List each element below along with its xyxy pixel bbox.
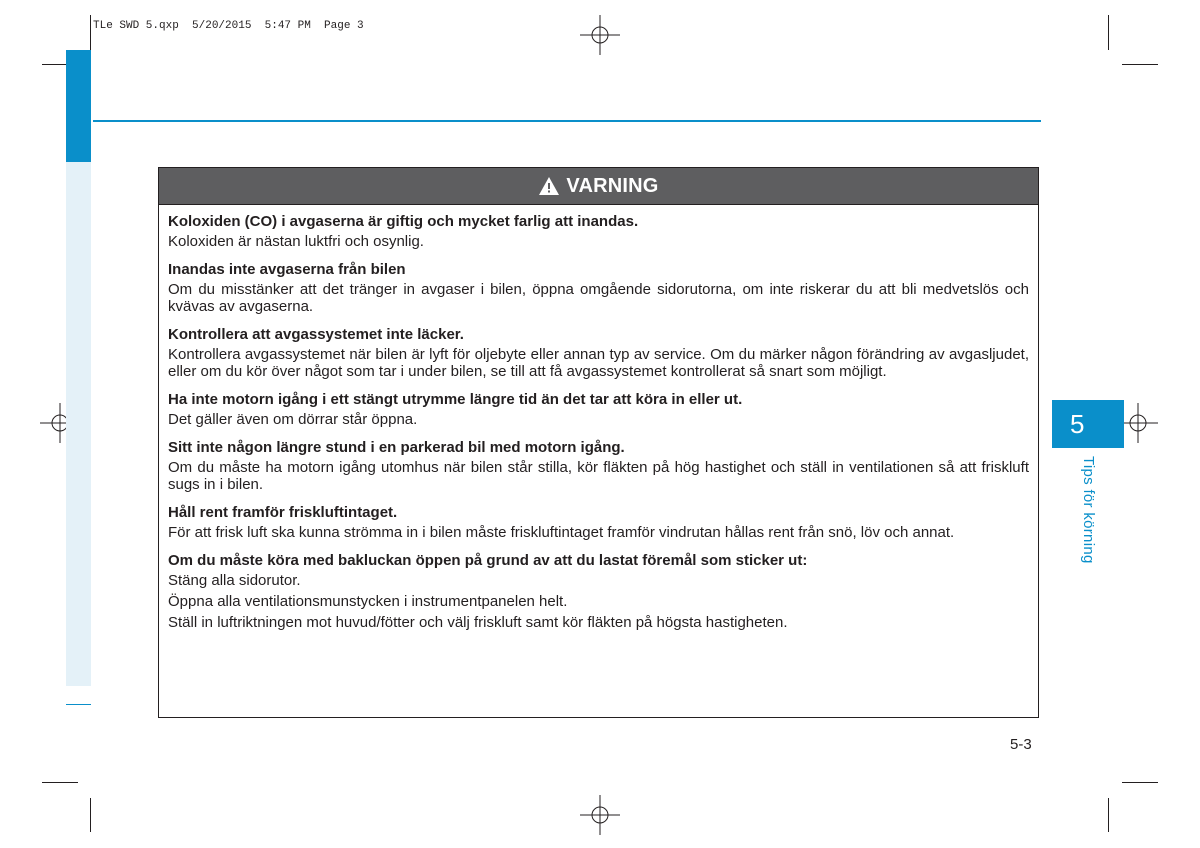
crop-mark [1108, 15, 1109, 50]
section-heading: Koloxiden (CO) i avgaserna är giftig och mycket farlig att inandas. [168, 213, 639, 230]
left-edge-bar [66, 50, 91, 162]
section-paragraph: Stäng alla sidorutor. [168, 572, 301, 589]
top-rule [93, 120, 1041, 122]
section-paragraph: Om du misstänker att det tränger in avgaser i bilen, öppna omgående sidorutorna, om inte riskerar du att bli medvetslös och kvävas av avgaserna. [168, 281, 1029, 315]
warning-header [159, 168, 1038, 205]
registration-mark-icon [580, 15, 620, 55]
chapter-number: 5 [1070, 408, 1085, 439]
section-paragraph: Ställ in luftriktningen mot huvud/fötter och välj friskluft samt kör fläkten på högsta hastigheten. [168, 614, 788, 631]
chapter-label: Tips för körning [1080, 456, 1097, 564]
registration-mark-icon [580, 795, 620, 835]
section-paragraph: Om du måste ha motorn igång utomhus när bilen står stilla, kör fläkten på hög hastighet och ställ in ventilationen så att friskluft sugs in i bilen. [168, 459, 1029, 493]
warning-box [158, 167, 1039, 718]
crop-mark [1108, 798, 1109, 832]
warning-section [168, 261, 1029, 315]
section-heading: Kontrollera att avgassystemet inte läcker. [168, 326, 464, 343]
section-paragraph: Det gäller även om dörrar står öppna. [168, 411, 418, 428]
crop-mark [1122, 64, 1158, 65]
section-heading: Sitt inte någon längre stund i en parkerad bil med motorn igång. [168, 439, 625, 456]
warning-section [168, 439, 1029, 493]
warning-body [159, 205, 1038, 631]
crop-mark [90, 798, 91, 832]
crop-mark [1122, 782, 1158, 783]
crop-mark [90, 15, 91, 50]
warning-section [168, 326, 1029, 380]
section-paragraph: Kontrollera avgassystemet när bilen är lyft för oljebyte eller annan typ av service. Om du märker någon förändring av avgasljudet, eller om du kör över något som tar i under bilen, se till att få avgassystemet kontrollerat så snart som möjligt. [168, 346, 1029, 380]
section-heading: Ha inte motorn igång i ett stängt utrymme längre tid än det tar att köra in eller ut. [168, 391, 743, 408]
crop-mark [42, 782, 78, 783]
page-number: 5-3 [1010, 736, 1032, 753]
warning-section [168, 504, 1029, 541]
section-paragraph: Öppna alla ventilationsmunstycken i instrumentpanelen helt. [168, 593, 568, 610]
warning-triangle-icon [538, 176, 560, 196]
section-paragraph: Koloxiden är nästan luktfri och osynlig. [168, 233, 424, 250]
warning-section [168, 552, 1029, 631]
warning-section [168, 213, 1029, 250]
section-paragraph: För att frisk luft ska kunna strömma in i bilen måste friskluftintaget framför vindrutan hållas rent från snö, löv och annat. [168, 524, 955, 541]
left-edge-band [66, 162, 91, 686]
warning-section [168, 391, 1029, 428]
section-heading: Håll rent framför friskluftintaget. [168, 504, 398, 521]
section-heading: Om du måste köra med bakluckan öppen på grund av att du lastat föremål som sticker ut: [168, 552, 808, 569]
registration-mark-icon [1118, 403, 1158, 443]
print-slug: TLe SWD 5.qxp 5/20/2015 5:47 PM Page 3 [93, 20, 364, 32]
warning-title: VARNING [566, 174, 659, 197]
left-edge-tick [66, 704, 91, 705]
section-heading: Inandas inte avgaserna från bilen [168, 261, 406, 278]
chapter-tab [1052, 400, 1124, 448]
